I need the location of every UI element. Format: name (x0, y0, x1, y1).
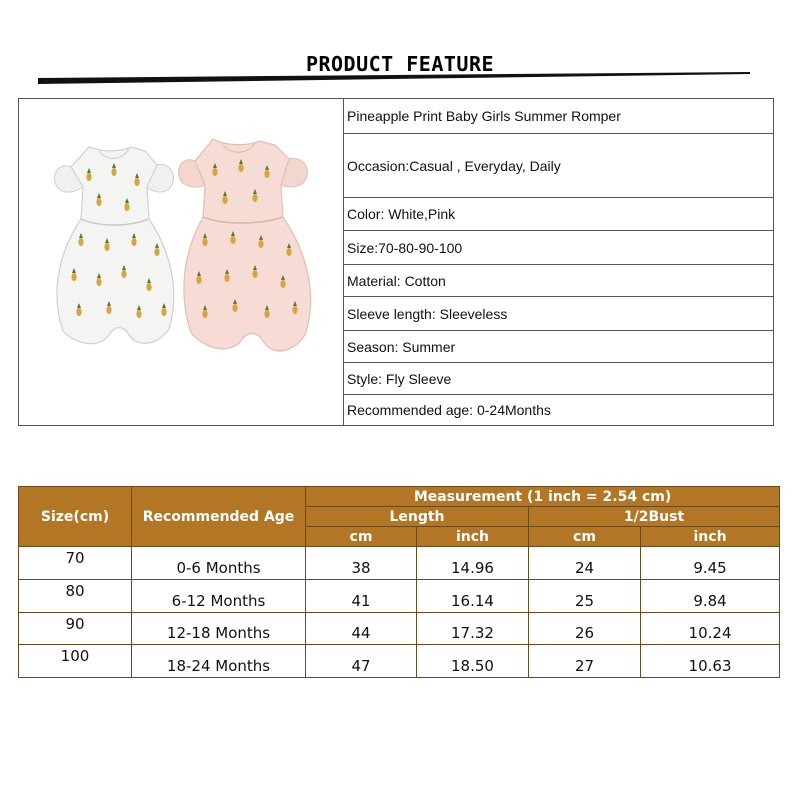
spec-list (344, 99, 773, 425)
table-row (19, 547, 780, 580)
cell-length-inch: 17.32 (417, 612, 529, 645)
cell-length-cm: 44 (306, 612, 417, 645)
spec-product-name: Pineapple Print Baby Girls Summer Romper (344, 99, 773, 134)
title-underline (38, 72, 750, 84)
romper-illustration (19, 99, 343, 425)
pink-romper (179, 139, 311, 351)
spec-recommended-age: Recommended age: 0-24Months (347, 402, 551, 418)
spec-sleeve-length: Sleeve length: Sleeveless (344, 297, 773, 331)
cell-length-cm: 47 (306, 645, 417, 678)
cell-bust-inch: 10.63 (641, 645, 780, 678)
cell-length-inch: 18.50 (417, 645, 529, 678)
header-bust-inch: inch (641, 526, 780, 546)
cell-length-inch: 14.96 (417, 547, 529, 580)
cell-size: 90 (19, 612, 132, 645)
header-length-cm: cm (306, 526, 417, 546)
cell-size: 80 (19, 579, 132, 612)
spec-season: Season: Summer (344, 331, 773, 363)
size-chart-table (18, 486, 780, 678)
product-photo (19, 99, 344, 425)
header-bust-cm: cm (529, 526, 641, 546)
cell-bust-cm: 25 (529, 579, 641, 612)
cell-age: 18-24 Months (132, 645, 306, 678)
product-info-table (18, 98, 774, 426)
white-romper (55, 147, 174, 344)
cell-bust-cm: 27 (529, 645, 641, 678)
cell-length-cm: 38 (306, 547, 417, 580)
spec-material: Material: Cotton (344, 265, 773, 297)
spec-size: Size:70-80-90-100 (344, 231, 773, 265)
table-row (19, 645, 780, 678)
cell-length-inch: 16.14 (417, 579, 529, 612)
header-recommended-age: Recommended Age (132, 487, 306, 547)
spec-color: Color: White,Pink (344, 198, 773, 231)
cell-length-cm: 41 (306, 579, 417, 612)
table-row (19, 579, 780, 612)
spec-style: Style: Fly Sleeve (344, 363, 773, 395)
cell-bust-inch: 9.84 (641, 579, 780, 612)
header-length-inch: inch (417, 526, 529, 546)
spec-occasion: Occasion:Casual , Everyday, Daily (344, 134, 773, 198)
cell-bust-cm: 26 (529, 612, 641, 645)
table-row (19, 612, 780, 645)
cell-bust-cm: 24 (529, 547, 641, 580)
header-measurement: Measurement (1 inch = 2.54 cm) (306, 487, 780, 507)
cell-size: 70 (19, 547, 132, 580)
header-bust: 1/2Bust (529, 507, 780, 526)
cell-age: 12-18 Months (132, 612, 306, 645)
header-length: Length (306, 507, 529, 526)
page-title: PRODUCT FEATURE (305, 52, 495, 76)
cell-age: 0-6 Months (132, 547, 306, 580)
header-size: Size(cm) (19, 487, 132, 547)
cell-bust-inch: 9.45 (641, 547, 780, 580)
cell-age: 6-12 Months (132, 579, 306, 612)
cell-size: 100 (19, 645, 132, 678)
cell-bust-inch: 10.24 (641, 612, 780, 645)
